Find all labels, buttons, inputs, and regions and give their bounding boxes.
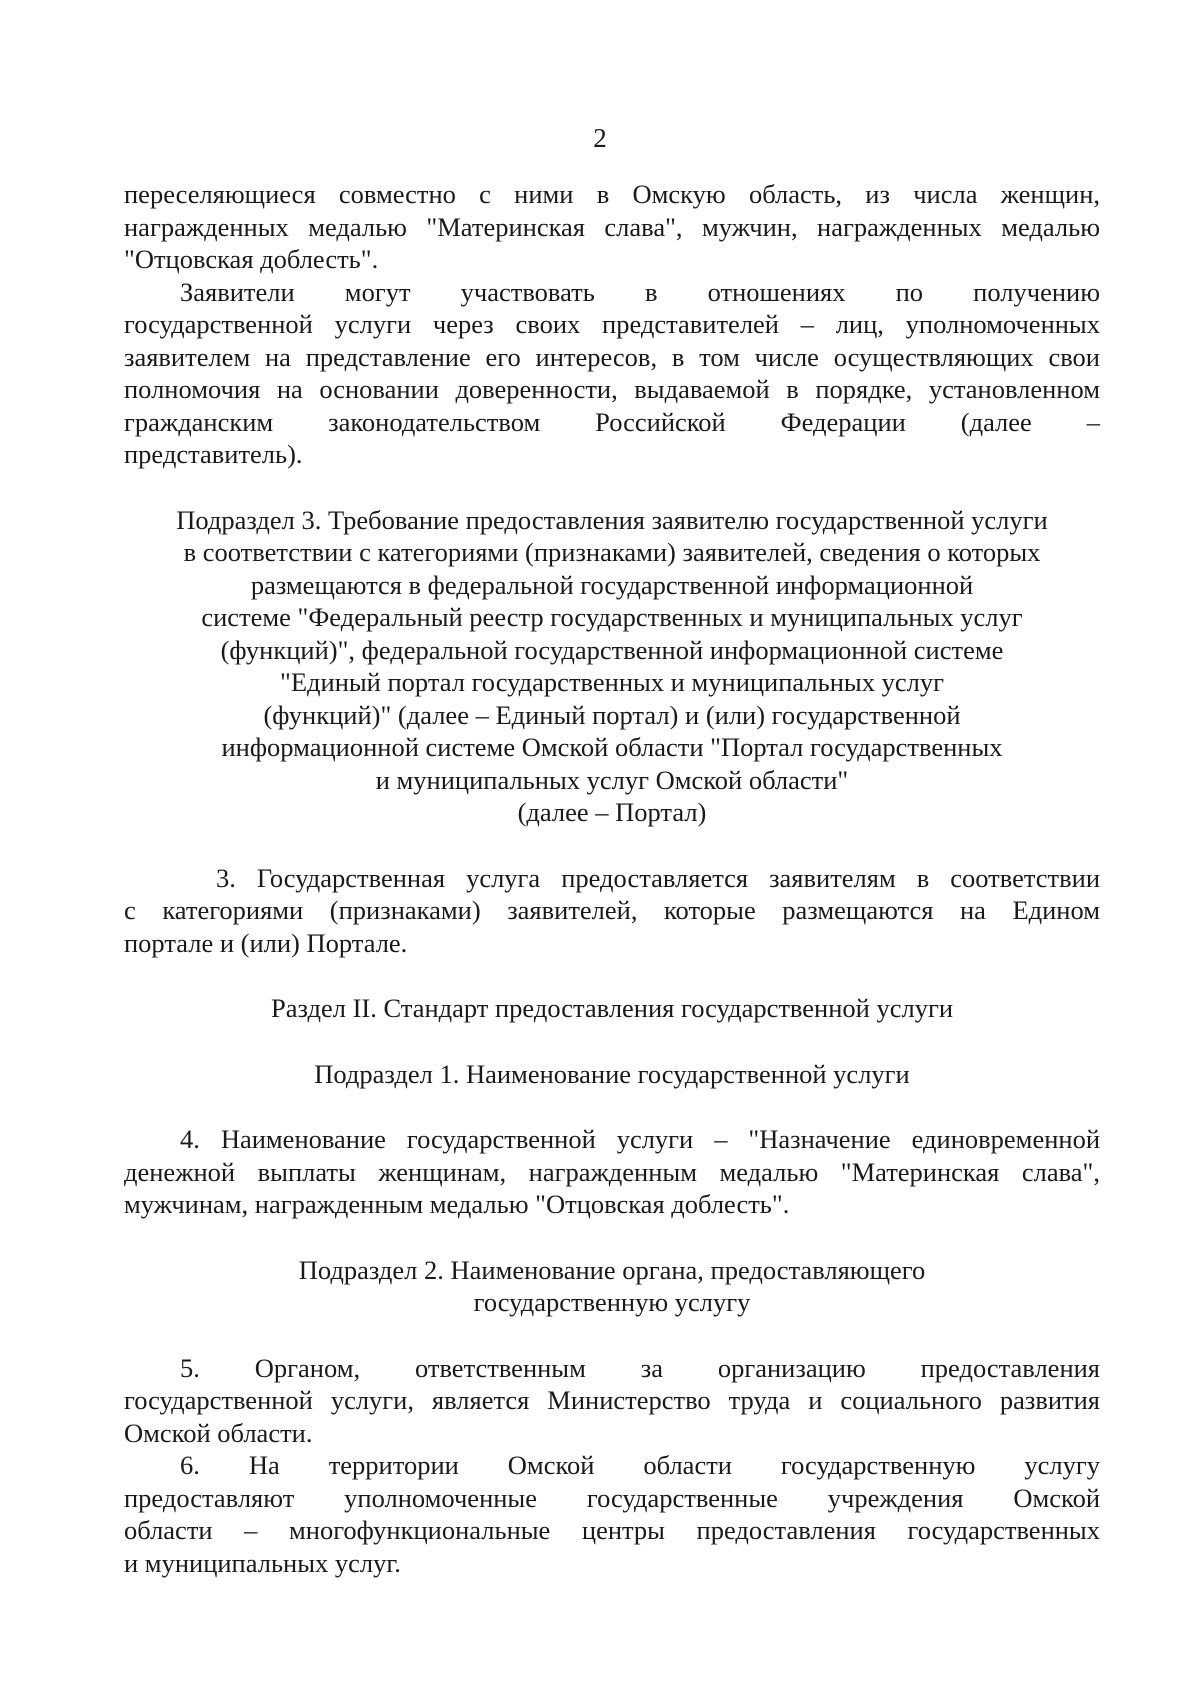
page-number: 2 <box>593 123 607 153</box>
paragraph-3 <box>124 862 1100 960</box>
text-line: денежной выплаты женщинам, награжденным медалью "Материнская слава", <box>124 1156 1100 1187</box>
text-line: и муниципальных услуг. <box>124 1547 401 1578</box>
text-line: Омской области. <box>124 1417 313 1448</box>
text-line: представитель). <box>124 439 303 469</box>
paragraph-4 <box>124 1123 1100 1221</box>
text-line: государственной услуги, является Министерство труда и социального развития <box>124 1385 1100 1415</box>
text-line: с категориями (признаками) заявителей, которые размещаются на Едином <box>124 895 1100 925</box>
text-line: заявителем на представление его интересов, в том числе осуществляющих свои <box>124 341 1100 372</box>
text-line: 3. Государственная услуга предоставляется заявителям в соответствии <box>216 862 1100 893</box>
heading-line: Подраздел 2. Наименование органа, предоставляющего <box>298 1254 926 1285</box>
paragraph-continuation <box>124 178 1100 276</box>
paragraph-5 <box>124 1352 1100 1450</box>
heading-line: информационной системе Омской области "Портал государственных <box>221 732 1003 762</box>
heading-line: размещаются в федеральной государственной информационной <box>250 569 974 600</box>
heading-line: системе "Федеральный реестр государственных и муниципальных услуг <box>201 602 1023 632</box>
text-line: полномочия на основании доверенности, выдаваемой в порядке, установленном <box>124 374 1100 404</box>
text-line: награжденных медалью "Материнская слава", мужчин, награжденных медалью <box>124 211 1100 242</box>
text-line: мужчинам, награжденным медалью "Отцовская доблесть". <box>124 1189 790 1219</box>
paragraph-6 <box>124 1449 1100 1579</box>
text-line: области – многофункциональные центры предоставления государственных <box>124 1515 1100 1545</box>
section-2-heading: Раздел II. Стандарт предоставления государственной услуги <box>270 993 954 1023</box>
text-line: государственной услуги через своих представителей – лиц, уполномоченных <box>124 309 1100 339</box>
text-line: 5. Органом, ответственным за организацию предоставления <box>180 1352 1100 1383</box>
heading-line: в соответствии с категориями (признаками) заявителей, сведения о которых <box>183 537 1041 567</box>
subsection-3-heading <box>124 504 1100 829</box>
heading-line: (далее – Портал) <box>517 797 707 827</box>
text-line: 4. Наименование государственной услуги – "Назначение единовременной <box>180 1124 1100 1154</box>
heading-line: (функций)" (далее – Единый портал) и (или) государственной <box>263 699 961 730</box>
heading-line: и муниципальных услуг Омской области" <box>375 764 849 795</box>
subsection-2-heading <box>124 1254 1100 1319</box>
document-body <box>124 178 1100 1579</box>
text-line: "Отцовская доблесть". <box>124 244 379 274</box>
subsection-1-heading: Подраздел 1. Наименование государственной услуги <box>314 1058 910 1089</box>
text-line: портале и (или) Портале. <box>124 927 408 958</box>
text-line: переселяющиеся совместно с ними в Омскую область, из числа женщин, <box>124 179 1100 209</box>
paragraph-representatives <box>124 276 1100 471</box>
text-line: Заявители могут участвовать в отношениях по получению <box>180 276 1100 307</box>
heading-line: "Единый портал государственных и муниципальных услуг <box>280 667 944 697</box>
text-line: предоставляют уполномоченные государственные учреждения Омской <box>124 1482 1100 1513</box>
heading-line: (функций)", федеральной государственной информационной системе <box>220 634 1004 665</box>
heading-line: государственную услугу <box>473 1287 751 1317</box>
text-line: 6. На территории Омской области государственную услугу <box>180 1450 1100 1480</box>
text-line: гражданским законодательством Российской Федерации (далее – <box>124 406 1100 437</box>
heading-line: Подраздел 3. Требование предоставления заявителю государственной услуги <box>176 504 1048 535</box>
